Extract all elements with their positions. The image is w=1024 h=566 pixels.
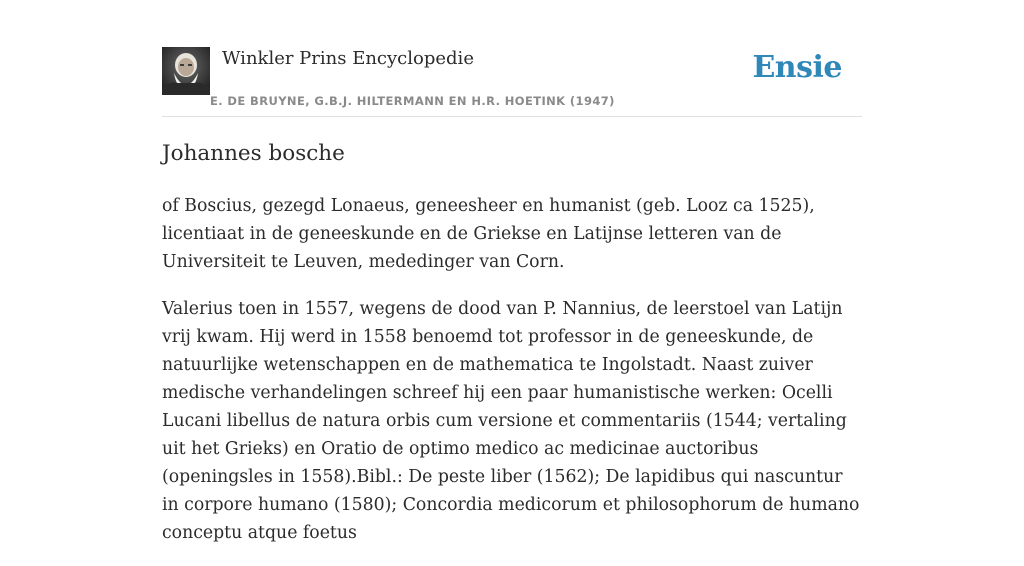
authors-credit: E. DE BRUYNE, G.B.J. HILTERMANN EN H.R. HOETINK (1947) bbox=[210, 94, 615, 108]
ensie-logo[interactable]: Ensie bbox=[752, 50, 842, 85]
site-title[interactable]: Winkler Prins Encyclopedie bbox=[222, 48, 474, 69]
encyclopedia-header bbox=[162, 46, 862, 117]
article-paragraph: Valerius toen in 1557, wegens de dood van P. Nannius, de leerstoel van Latijn vrij kwam. Hij werd in 1558 benoemd tot professor in de geneeskunde, de natuurlijke wetenschappen en de mathematica te Ingolstadt. Naast zuiver medische verhandelingen schreef hij een paar humanistische werken: Ocelli Lucani libellus de natura orbis cum versione et commentariis (1544; vertaling uit het Grieks) en Oratio de optimo medico ac medicinae auctoribus (openingsles in 1558).Bibl.: De peste liber (1562); De lapidibus qui nascuntur in corpore humano (1580); Concordia medicorum et philosophorum de humano conceptu atque foetus bbox=[162, 299, 860, 543]
portrait-avatar-icon[interactable] bbox=[162, 47, 210, 95]
article-title: Johannes bosche bbox=[162, 141, 345, 166]
article-paragraph: of Boscius, gezegd Lonaeus, geneesheer en humanist (geb. Looz ca 1525), licentiaat in de geneeskunde en de Griekse en Latijnse letteren van de Universiteit te Leuven, mededinger van Corn. bbox=[162, 196, 815, 272]
article-body bbox=[162, 192, 862, 566]
